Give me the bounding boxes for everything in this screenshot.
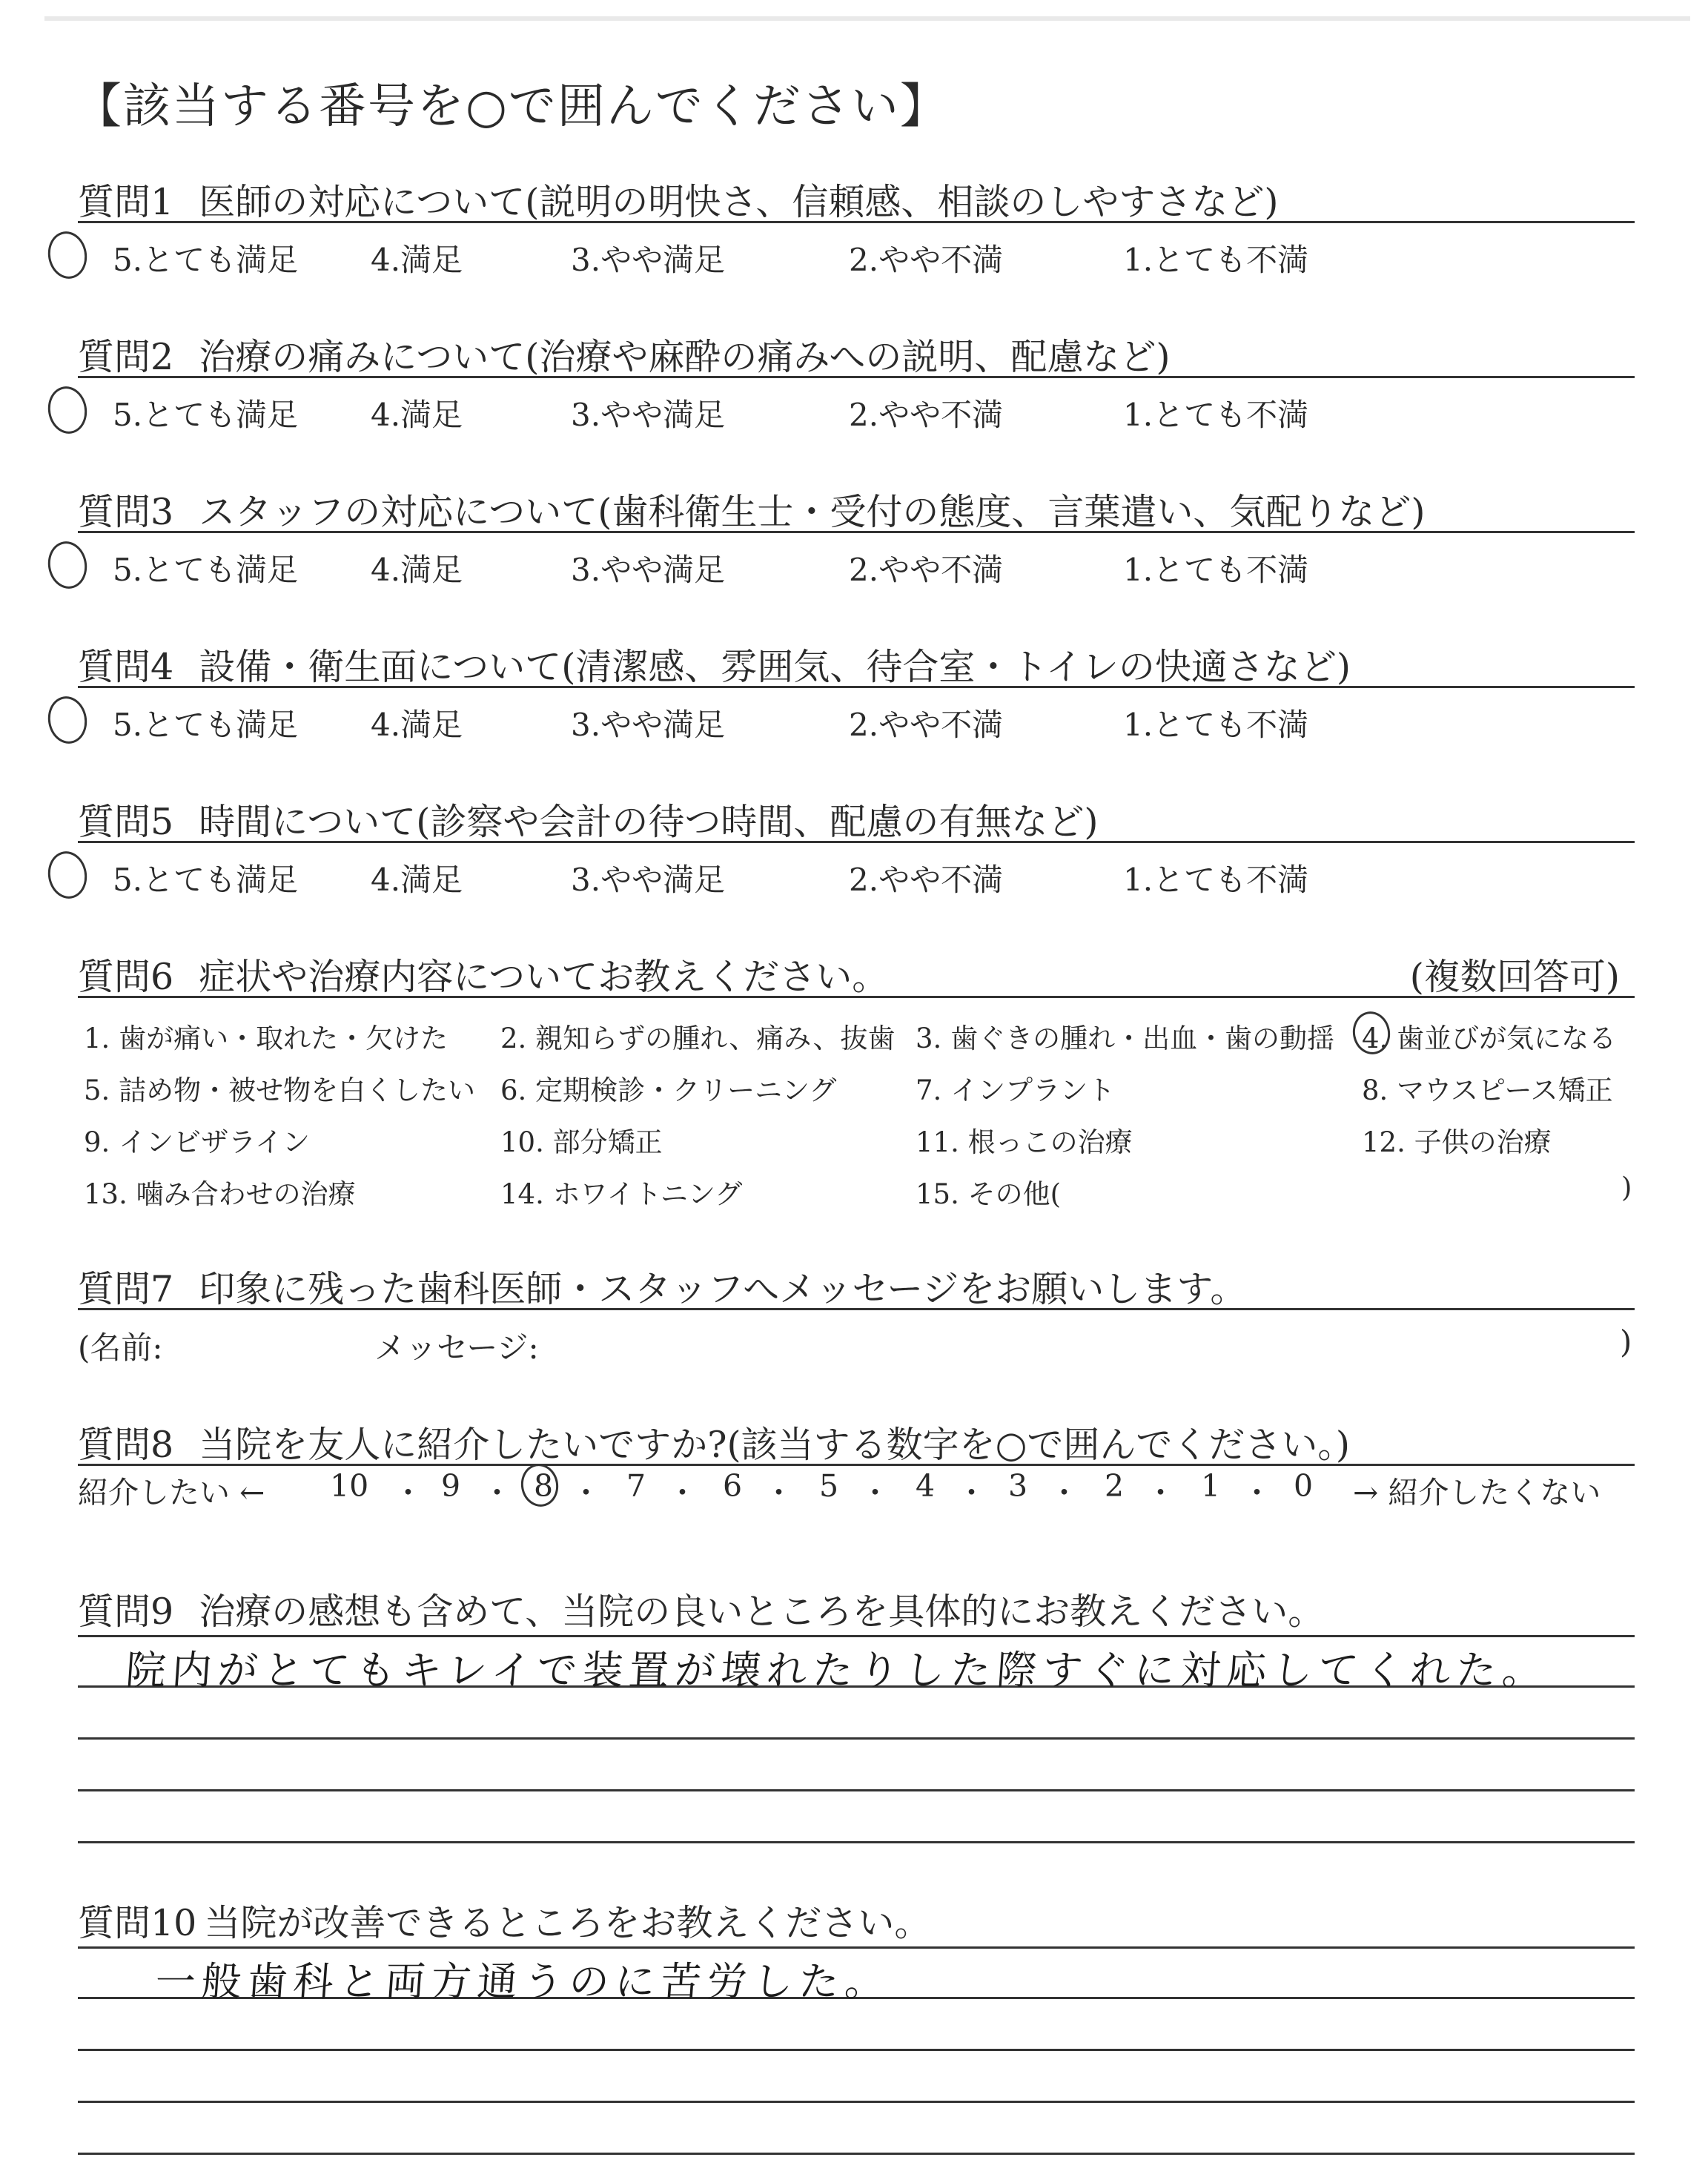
recommend-scale (78, 1468, 1635, 1513)
treatment-option[interactable]: 1. 歯が痛い・取れた・欠けた (84, 1023, 448, 1054)
question-6 (78, 948, 1635, 998)
scale-value-2[interactable]: 2 (1105, 1468, 1125, 1504)
question-4 (78, 638, 1635, 688)
rating-option-3[interactable]: 3.やや満足 (571, 397, 726, 433)
rating-option-1[interactable]: 1.とても不満 (1123, 552, 1309, 588)
scale-value-3[interactable]: 3 (1008, 1468, 1028, 1504)
question-9 (78, 1583, 1635, 1631)
question-number: 質問3 (78, 491, 174, 533)
answer-line (78, 1946, 1635, 1949)
question-number: 質問1 (78, 181, 174, 223)
other-close-paren: ) (1621, 1172, 1632, 1203)
rating-option-3[interactable]: 3.やや満足 (571, 242, 726, 278)
question-number: 質問4 (78, 646, 174, 688)
handwritten-circle-mark (44, 383, 90, 437)
rating-option-1[interactable]: 1.とても不満 (1123, 862, 1309, 898)
rating-option-2[interactable]: 2.やや不満 (849, 862, 1004, 898)
scan-top-edge (44, 16, 1690, 21)
message-close-paren: ) (1620, 1324, 1632, 1360)
scale-dot: ・ (1145, 1475, 1176, 1510)
rating-option-5[interactable]: 5.とても満足 (113, 552, 299, 588)
rating-option-2[interactable]: 2.やや不満 (849, 707, 1004, 743)
rating-option-2[interactable]: 2.やや不満 (849, 242, 1004, 278)
rating-option-4[interactable]: 4.満足 (371, 397, 463, 433)
rating-option-4[interactable]: 4.満足 (371, 242, 463, 278)
treatment-option[interactable]: 8. マウスピース矯正 (1362, 1074, 1613, 1106)
question-text: 医師の対応について(説明の明快さ、信頼感、相談のしやすさなど) (199, 181, 1279, 223)
scale-dot: ・ (482, 1475, 512, 1510)
question-text: 印象に残った歯科医師・スタッフへメッセージをお願いします。 (199, 1268, 1247, 1310)
question-text: 設備・衛生面について(清潔感、雰囲気、待合室・トイレの快適さなど) (199, 646, 1351, 688)
question-7 (78, 1261, 1635, 1310)
treatment-option[interactable]: 5. 詰め物・被せ物を白くしたい (84, 1074, 476, 1106)
question-text: 症状や治療内容についてお教えください。 (199, 956, 889, 998)
answer-line (78, 1789, 1635, 1791)
question-text: 当院が改善できるところをお教えください。 (204, 1902, 931, 1944)
handwritten-answer-q9[interactable]: 院内がとてもキレイで装置が壊れたりした際すぐに対応してくれた。 (124, 1647, 1550, 1694)
scale-value-0[interactable]: 0 (1294, 1468, 1314, 1504)
message-fields (78, 1324, 1635, 1368)
treatment-option[interactable]: 6. 定期検診・クリーニング (500, 1074, 837, 1106)
rating-option-1[interactable]: 1.とても不満 (1123, 397, 1309, 433)
scale-value-5[interactable]: 5 (819, 1468, 839, 1504)
treatment-option[interactable]: 13. 噛み合わせの治療 (84, 1178, 356, 1210)
scale-value-7[interactable]: 7 (626, 1468, 646, 1504)
rating-option-5[interactable]: 5.とても満足 (113, 242, 299, 278)
question-1 (78, 174, 1635, 223)
scale-dot: ・ (956, 1475, 987, 1510)
rating-option-5[interactable]: 5.とても満足 (113, 397, 299, 433)
treatment-option[interactable]: 14. ホワイトニング (500, 1178, 743, 1210)
question-10 (78, 1895, 1635, 1942)
question-text: 治療の感想も含めて、当院の良いところを具体的にお教えください。 (199, 1591, 1325, 1633)
answer-line (78, 2153, 1635, 2155)
rating-option-1[interactable]: 1.とても不満 (1123, 242, 1309, 278)
rating-option-5[interactable]: 5.とても満足 (113, 862, 299, 898)
scale-dot: ・ (1242, 1475, 1272, 1510)
answer-line (78, 1841, 1635, 1843)
scale-value-4[interactable]: 4 (916, 1468, 936, 1504)
rating-option-4[interactable]: 4.満足 (371, 707, 463, 743)
treatment-option-other[interactable]: 15. その他( (916, 1178, 1062, 1210)
treatment-option[interactable]: 2. 親知らずの腫れ、痛み、抜歯 (500, 1023, 896, 1054)
question-text: 当院を友人に紹介したいですか?(該当する数字を○で囲んでください。) (199, 1424, 1350, 1466)
name-field-label[interactable]: (名前: (78, 1330, 163, 1366)
treatment-option[interactable]: 10. 部分矯正 (500, 1126, 663, 1158)
question-number: 質問6 (78, 956, 174, 998)
message-field-label[interactable]: メッセージ: (374, 1330, 539, 1366)
treatment-option[interactable]: 12. 子供の治療 (1362, 1126, 1552, 1158)
answer-line (78, 2049, 1635, 2051)
treatment-option[interactable]: 7. インプラント (916, 1074, 1116, 1106)
question-number: 質問7 (78, 1268, 174, 1310)
scale-dot: ・ (1049, 1475, 1079, 1510)
rating-option-4[interactable]: 4.満足 (371, 552, 463, 588)
scale-dot: ・ (860, 1475, 890, 1510)
answer-line (78, 1635, 1635, 1637)
treatment-option[interactable]: 3. 歯ぐきの腫れ・出血・歯の動揺 (916, 1023, 1335, 1054)
scale-value-6[interactable]: 6 (723, 1468, 743, 1504)
form-instruction-header: 【該当する番号を○で囲んでください】 (74, 79, 949, 134)
rating-option-3[interactable]: 3.やや満足 (571, 707, 726, 743)
answer-line (78, 1737, 1635, 1740)
handwritten-answer-q10[interactable]: 一般歯科と両方通うのに苦労した。 (153, 1958, 893, 2005)
scale-value-8[interactable]: 8 (534, 1468, 554, 1504)
handwritten-circle-mark (44, 538, 90, 592)
recommend-left-label: 紹介したい ← (78, 1475, 265, 1510)
multiple-answers-note: (複数回答可) (1409, 956, 1620, 998)
question-text: 時間について(診察や会計の待つ時間、配慮の有無など) (199, 801, 1099, 843)
scale-value-1[interactable]: 1 (1201, 1468, 1221, 1504)
rating-option-2[interactable]: 2.やや不満 (849, 552, 1004, 588)
rating-option-2[interactable]: 2.やや不満 (849, 397, 1004, 433)
rating-option-3[interactable]: 3.やや満足 (571, 552, 726, 588)
question-number: 質問10 (78, 1902, 197, 1944)
question-5 (78, 793, 1635, 843)
handwritten-circle-mark (517, 1461, 561, 1510)
treatment-option[interactable]: 4. 歯並びが気になる (1362, 1023, 1617, 1054)
rating-option-1[interactable]: 1.とても不満 (1123, 707, 1309, 743)
question-number: 質問2 (78, 336, 174, 378)
question-number: 質問9 (78, 1591, 174, 1633)
answer-line (78, 2101, 1635, 2103)
scale-dot: ・ (667, 1475, 698, 1510)
scale-value-10[interactable]: 10 (330, 1468, 369, 1504)
question-number: 質問5 (78, 801, 174, 843)
question-2 (78, 328, 1635, 378)
question-text: スタッフの対応について(歯科衛生士・受付の態度、言葉遣い、気配りなど) (199, 491, 1426, 533)
rating-option-4[interactable]: 4.満足 (371, 862, 463, 898)
handwritten-circle-mark (44, 848, 90, 902)
handwritten-circle-mark (44, 228, 90, 282)
question-3 (78, 483, 1635, 533)
treatment-option[interactable]: 11. 根っこの治療 (916, 1126, 1133, 1158)
scale-dot: ・ (393, 1475, 423, 1510)
rating-option-3[interactable]: 3.やや満足 (571, 862, 726, 898)
scale-dot: ・ (571, 1475, 601, 1510)
scale-value-9[interactable]: 9 (441, 1468, 461, 1504)
question-text: 治療の痛みについて(治療や麻酔の痛みへの説明、配慮など) (199, 336, 1171, 378)
recommend-right-label: → 紹介したくない (1353, 1475, 1601, 1510)
handwritten-circle-mark (44, 693, 90, 747)
question-number: 質問8 (78, 1424, 174, 1466)
question-8 (78, 1416, 1635, 1466)
scale-dot: ・ (764, 1475, 794, 1510)
rating-option-5[interactable]: 5.とても満足 (113, 707, 299, 743)
treatment-option[interactable]: 9. インビザライン (84, 1126, 310, 1158)
